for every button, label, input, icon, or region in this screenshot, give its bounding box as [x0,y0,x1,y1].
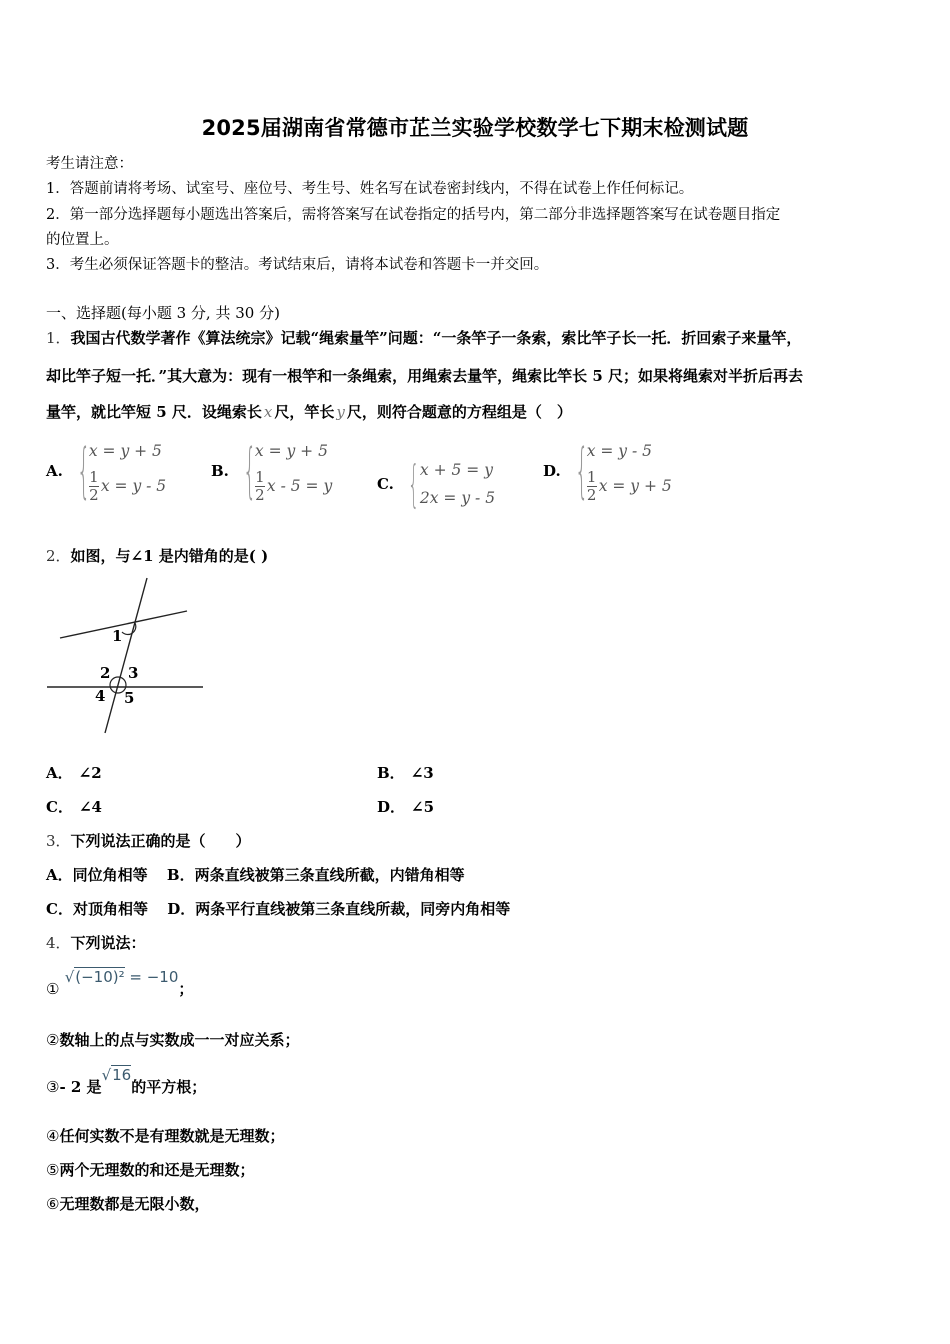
angle-label-3: 3 [128,664,139,682]
denominator: 2 [255,485,265,504]
option-label: B． [377,764,405,782]
statement-text: 的平方根； [131,1078,207,1096]
statement-text: 任何实数不是有理数就是无理数； [59,1127,285,1145]
option-value: 同位角相等 [72,866,148,884]
option-label: C． [46,900,73,918]
q3-options-row-1 [46,864,465,885]
brace-icon: { [407,455,420,513]
equation-2: x = y + 5 [598,477,672,495]
statement-6 [46,1193,209,1214]
question-text: 下列说法： [70,934,146,952]
equation-2: x = y - 5 [100,477,167,495]
variable-x: x [263,403,273,421]
question-2 [46,545,268,566]
notice-item-1: 1．答题前请将考场、试室号、座位号、考生号、姓名写在试卷密封线内，不得在试卷上作任何标记。 [46,181,694,197]
statement-3 [46,1064,207,1096]
notice-item-2: 2．第一部分选择题每小题选出答案后，需将答案写在试卷指定的括号内，第二部分非选择题答案写在试卷题目指定 [46,207,781,223]
question-text: 尺，则符合题意的方程组是（ ） [346,403,572,421]
page-title: 2025届湖南省常德市芷兰实验学校数学七下期末检测试题 [201,116,749,140]
question-number: 3． [46,832,71,850]
option-label: C. [377,475,394,493]
option-c[interactable] [46,796,102,817]
option-a[interactable] [46,866,148,884]
statement-4 [46,1125,284,1146]
statement-text: 数轴上的点与实数成一一对应关系； [59,1031,300,1049]
option-d[interactable] [167,900,510,918]
math-expression: √(−10)² = −10 [64,968,179,986]
statement-marker: ① [46,980,60,998]
option-label: D． [167,900,196,918]
statement-2 [46,1029,299,1050]
question-number: 1． [46,329,71,347]
statement-1 [46,966,194,998]
option-value: ∠4 [78,798,102,816]
option-value: 对顶角相等 [72,900,148,918]
rhs: = −10 [129,968,179,986]
question-4 [46,932,146,953]
statement-marker: ⑤ [46,1161,60,1179]
option-value: 两条平行直线被第三条直线所裁，同旁内角相等 [195,900,511,918]
statement-marker: ③ [46,1078,60,1096]
brace-icon: { [76,436,91,506]
question-text: 下列说法正确的是（ ） [70,832,251,850]
notice-heading: 考生请注意： [46,156,133,172]
statement-text: 无理数都是无限小数， [59,1195,210,1213]
fraction [255,467,265,504]
equation-2: 2x = y - 5 [419,489,496,507]
option-value: ∠3 [410,764,434,782]
question-number: 4． [46,934,71,952]
option-label: D. [543,462,561,480]
equation-2: x - 5 = y [266,477,333,495]
angle-label-1: 1 [112,627,123,645]
angle-figure [40,570,220,745]
option-d[interactable] [543,436,672,506]
angle-label-4: 4 [95,687,106,705]
question-text: 如图，与∠1 是内错角的是( ) [70,547,269,565]
variable-y: y [336,403,345,421]
question-3 [46,830,251,851]
option-c[interactable] [46,900,148,918]
statement-text: 两个无理数的和还是无理数； [59,1161,255,1179]
fraction [89,467,99,504]
numerator: 1 [586,467,597,486]
equation-1: x = y - 5 [586,442,652,460]
denominator: 2 [89,485,99,504]
option-b[interactable] [377,762,434,783]
numerator: 1 [255,467,265,486]
brace-icon: { [574,436,589,506]
option-label: C． [46,798,73,816]
option-a[interactable] [46,762,102,783]
q3-options-row-2 [46,898,510,919]
denominator: 2 [586,485,597,504]
option-label: A. [46,462,63,480]
section-heading: 一、选择题(每小题 3 分, 共 30 分) [46,304,280,322]
equation-1: x = y + 5 [254,442,328,460]
option-b[interactable] [167,866,465,884]
angle-label-5: 5 [124,689,135,707]
radicand: 16 [112,1066,132,1084]
option-label: D． [377,798,406,816]
question-text: 量竿，就比竿短 5 尺．设绳索长 [46,403,262,421]
brace-icon: { [242,436,257,506]
option-value: ∠5 [411,798,435,816]
question-text: 尺，竿长 [274,403,335,421]
equation-1: x + 5 = y [419,461,493,479]
statement-5 [46,1159,254,1180]
statement-text: - 2 是 [59,1078,102,1096]
notice-item-2-cont: 的位置上。 [46,232,119,248]
statement-marker: ② [46,1031,60,1049]
radicand: (−10)² [75,968,125,986]
statement-marker: ④ [46,1127,60,1145]
question-1-line-3 [46,401,572,422]
option-a[interactable] [46,436,166,506]
statement-marker: ⑥ [46,1195,60,1213]
option-c[interactable] [377,456,495,512]
angle-label-2: 2 [100,664,111,682]
notice-item-3: 3．考生必须保证答题卡的整洁。考试结束后，请将本试卷和答题卡一并交回。 [46,257,549,273]
question-number: 2． [46,547,71,565]
option-value: 两条直线被第三条直线所截，内错角相等 [194,866,465,884]
question-text: 我国古代数学著作《算法统宗》记载“绳索量竿”问题：“一条竿子一条索，索比竿子长一托．折回索子来量竿， [70,329,802,347]
option-d[interactable] [377,796,434,817]
option-b[interactable] [211,436,332,506]
math-expression: √16 [101,1066,132,1084]
numerator: 1 [89,467,99,486]
punctuation: ； [178,980,194,998]
question-1-line-1 [46,327,801,348]
option-label: A． [46,764,73,782]
option-label: A． [46,866,73,884]
option-value: ∠2 [78,764,102,782]
question-1-line-2: 却比竿子短一托．”其大意为：现有一根竿和一条绳索，用绳索去量竿，绳索比竿长 5 尺；如果将绳索对半折后再去 [46,367,804,385]
option-label: B． [166,866,195,884]
equation-1: x = y + 5 [88,442,162,460]
option-label: B. [211,462,229,480]
